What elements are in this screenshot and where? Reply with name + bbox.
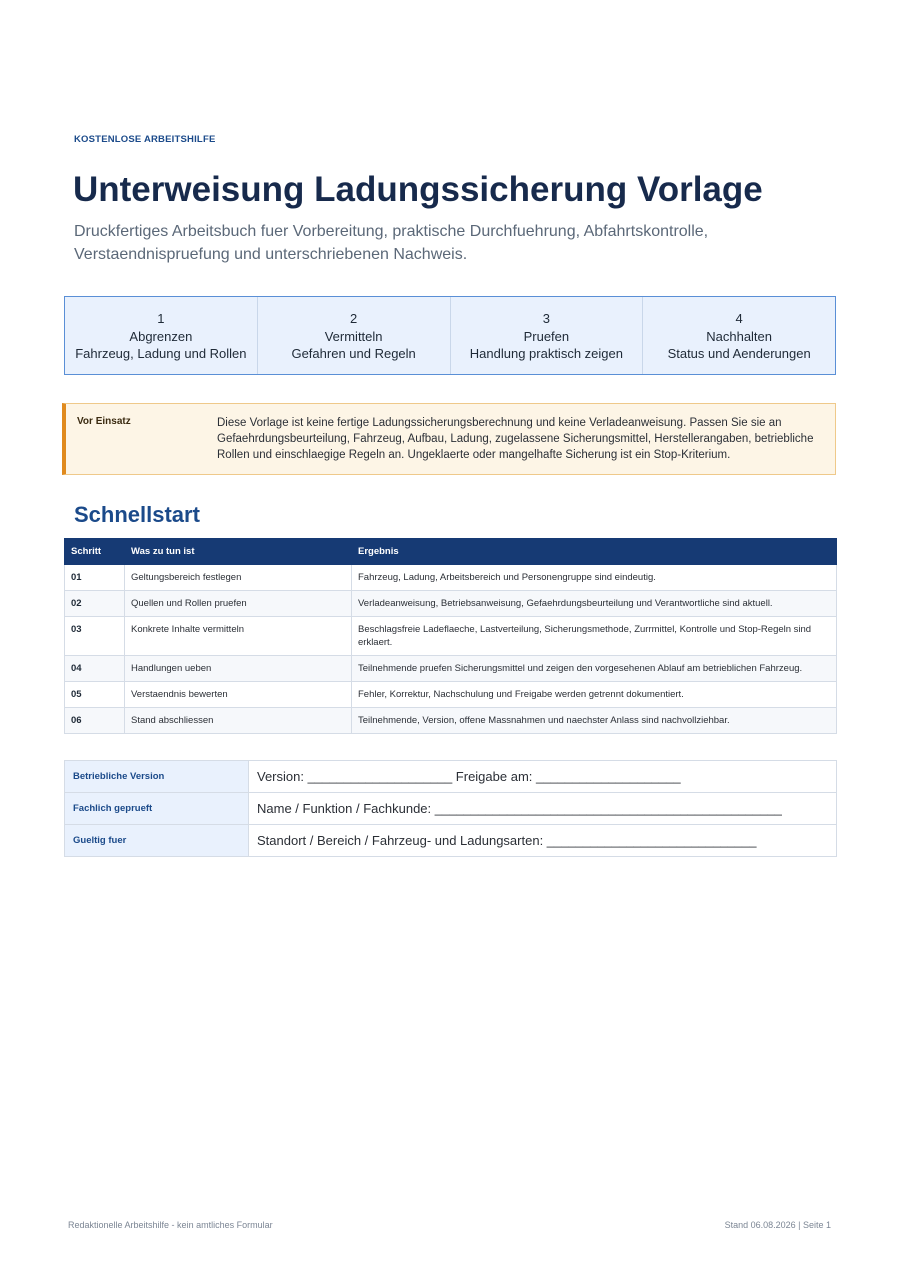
result-cell: Verladeanweisung, Betriebsanweisung, Gefaehrdungsbeurteilung und Verantwortliche sind aktuell. (352, 591, 837, 617)
step-description: Gefahren und Regeln (291, 346, 416, 361)
task-cell: Stand abschliessen (125, 708, 352, 734)
step-description: Handlung praktisch zeigen (469, 346, 623, 361)
table-row (65, 617, 837, 656)
step-4 (643, 297, 835, 374)
step-cell: 01 (65, 565, 125, 591)
scope-field[interactable]: Standort / Bereich / Fahrzeug- und Ladungsarten: _____________________________ (249, 825, 837, 857)
notice-box (62, 403, 836, 475)
result-cell: Fehler, Korrektur, Nachschulung und Freigabe werden getrennt dokumentiert. (352, 682, 837, 708)
approval-row-scope (65, 825, 837, 857)
approval-label: Gueltig fuer (65, 825, 249, 857)
step-cell: 06 (65, 708, 125, 734)
step-1 (65, 297, 258, 374)
version-field[interactable]: Version: ____________________ Freigabe am: ____________________ (249, 761, 837, 793)
task-cell: Quellen und Rollen pruefen (125, 591, 352, 617)
reviewer-field[interactable]: Name / Funktion / Fachkunde: ________________________________________________ (249, 793, 837, 825)
step-2 (258, 297, 451, 374)
step-description: Fahrzeug, Ladung und Rollen (75, 346, 247, 361)
column-header-schritt: Schritt (65, 539, 125, 565)
result-cell: Teilnehmende pruefen Sicherungsmittel und zeigen den vorgesehenen Ablauf am betrieblichen Fahrzeug. (352, 656, 837, 682)
table-row (65, 656, 837, 682)
page-title: Unterweisung Ladungssicherung Vorlage (73, 170, 763, 209)
task-cell: Geltungsbereich festlegen (125, 565, 352, 591)
step-3 (451, 297, 644, 374)
step-number: 2 (350, 311, 358, 326)
table-row (65, 682, 837, 708)
approval-row-reviewed (65, 793, 837, 825)
step-number: 3 (542, 311, 550, 326)
step-title: Vermitteln (324, 328, 383, 344)
step-number: 1 (157, 311, 165, 326)
approval-label: Betriebliche Version (65, 761, 249, 793)
step-description: Status und Aenderungen (667, 346, 811, 361)
kicker-label: KOSTENLOSE ARBEITSHILFE (74, 134, 216, 145)
step-cell: 04 (65, 656, 125, 682)
column-header-ergebnis: Ergebnis (352, 539, 837, 565)
quickstart-table (64, 538, 837, 734)
notice-label: Vor Einsatz (77, 416, 131, 427)
result-cell: Beschlagsfreie Ladeflaeche, Lastverteilung, Sicherungsmethode, Zurrmittel, Kontrolle und Stop-Regeln sind erklaert. (352, 617, 837, 656)
process-steps (64, 296, 836, 375)
result-cell: Fahrzeug, Ladung, Arbeitsbereich und Personengruppe sind eindeutig. (352, 565, 837, 591)
page-subtitle: Druckfertiges Arbeitsbuch fuer Vorbereitung, praktische Durchfuehrung, Abfahrtskontrolle, Verstaendnispruefung und unterschriebenen Nachweis. (74, 223, 709, 263)
step-title: Abgrenzen (129, 328, 193, 344)
task-cell: Handlungen ueben (125, 656, 352, 682)
approval-label: Fachlich geprueft (65, 793, 249, 825)
approval-row-version (65, 761, 837, 793)
footer-note: Redaktionelle Arbeitshilfe - kein amtliches Formular (68, 1220, 273, 1230)
table-row (65, 708, 837, 734)
column-header-aufgabe: Was zu tun ist (125, 539, 352, 565)
result-cell: Teilnehmende, Version, offene Massnahmen und naechster Anlass sind nachvollziehbar. (352, 708, 837, 734)
step-cell: 03 (65, 617, 125, 656)
step-number: 4 (735, 311, 743, 326)
task-cell: Verstaendnis bewerten (125, 682, 352, 708)
task-cell: Konkrete Inhalte vermitteln (125, 617, 352, 656)
notice-text: Diese Vorlage ist keine fertige Ladungssicherungsberechnung und keine Verladeanweisung. Passen Sie sie an Gefaehrdungsbeurteilung, Fahrzeug, Aufbau, Ladung, zugelassene Sicherungsmittel, Herstellerangaben, betriebliche Rollen und einschlaegige Regeln an. Ungeklaerte oder mangelhafte Sicherung ist ein Stop-Kriterium. (217, 417, 814, 461)
footer-page-info: Stand 06.08.2026 | Seite 1 (724, 1220, 831, 1230)
section-title-schnellstart: Schnellstart (74, 502, 200, 527)
step-cell: 02 (65, 591, 125, 617)
step-title: Nachhalten (706, 328, 773, 344)
step-title: Pruefen (523, 328, 570, 344)
table-row (65, 591, 837, 617)
step-cell: 05 (65, 682, 125, 708)
table-header-row (65, 539, 837, 565)
approval-table (64, 760, 837, 857)
table-row (65, 565, 837, 591)
